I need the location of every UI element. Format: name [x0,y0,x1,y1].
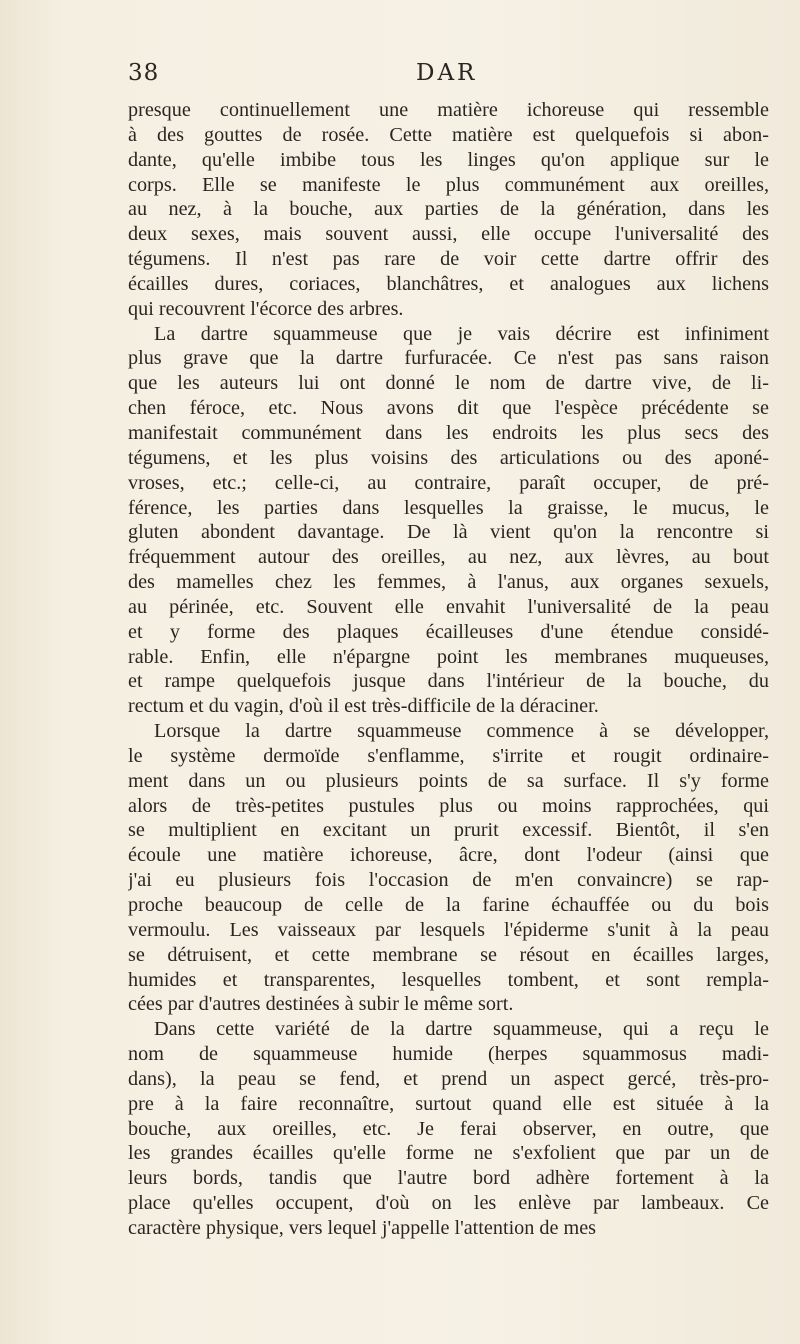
paragraph [128,98,769,322]
text-line: gluten abondent davantage. De là vient qu'on la rencontre si [128,521,769,544]
text-line: se détruisent, et cette membrane se résout en écailles larges, [128,943,769,966]
text-line: Dans cette variété de la dartre squammeuse, qui a reçu le [154,1018,769,1041]
text-line: au nez, à la bouche, aux parties de la génération, dans les [128,198,769,221]
page-number: 38 [128,60,160,86]
text-line: fréquemment autour des oreilles, au nez, aux lèvres, au bout [128,546,769,569]
text-line: tégumens, et les plus voisins des articulations ou des aponé- [128,446,769,469]
text-line: proche beaucoup de celle de la farine échauffée ou du bois [128,894,769,916]
text-line: manifestait communément dans les endroits les plus secs des [128,421,769,444]
text-line: La dartre squammeuse que je vais décrire est infiniment [154,322,769,345]
body-text [128,98,769,1241]
text-line: à des gouttes de rosée. Cette matière est quelquefois si abon- [128,123,769,146]
text-line: cées par d'autres destinées à subir le même sort. [128,993,514,1016]
text-line: que les auteurs lui ont donné le nom de dartre vive, de li- [128,372,769,395]
text-line: pre à la faire reconnaître, surtout quand elle est située à la [128,1092,769,1115]
text-line: humides et transparentes, lesquelles tombent, et sont rempla- [128,968,769,991]
text-line: des mamelles chez les femmes, à l'anus, aux organes sexuels, [128,571,769,594]
text-line: écoule une matière ichoreuse, âcre, dont l'odeur (ainsi que [128,844,769,867]
text-line: rectum et du vagin, d'où il est très-difficile de la déraciner. [128,695,599,718]
text-line: nom de squammeuse humide (herpes squammosus madi- [128,1043,769,1066]
running-head: DAR [416,60,478,86]
text-line: vroses, etc.; celle-ci, au contraire, paraît occuper, de pré- [128,471,769,494]
text-line: presque continuellement une matière ichoreuse qui ressemble [128,99,769,121]
text-line: férence, les parties dans lesquelles la graisse, le mucus, le [128,496,769,519]
paragraph [128,322,769,720]
text-line: rable. Enfin, elle n'épargne point les membranes muqueuses, [128,645,769,668]
text-line: tégumens. Il n'est pas rare de voir cette dartre offrir des [128,248,769,271]
text-line: place qu'elles occupent, d'où on les enlève par lambeaux. Ce [128,1192,769,1215]
paragraph [128,719,769,1017]
text-line: Lorsque la dartre squammeuse commence à se développer, [154,720,769,743]
text-line: j'ai eu plusieurs fois l'occasion de m'en convaincre) se rap- [128,869,769,892]
paragraph [128,1017,769,1241]
text-line: caractère physique, vers lequel j'appelle l'attention de mes [128,1216,597,1239]
text-line: les grandes écailles qu'elle forme ne s'exfolient que par un de [128,1142,769,1165]
page-header [128,60,768,96]
text-line: écailles dures, coriaces, blanchâtres, et analogues aux lichens [128,272,769,295]
text-line: leurs bords, tandis que l'autre bord adhère fortement à la [128,1167,769,1190]
text-line: dans), la peau se fend, et prend un aspect gercé, très-pro- [128,1067,769,1090]
text-line: dante, qu'elle imbibe tous les linges qu'on applique sur le [128,148,769,171]
text-line: alors de très-petites pustules plus ou moins rapprochées, qui [128,794,769,817]
text-line: se multiplient en excitant un prurit excessif. Bientôt, il s'en [128,819,769,842]
text-line: vermoulu. Les vaisseaux par lesquels l'épiderme s'unit à la peau [128,918,769,941]
text-line: corps. Elle se manifeste le plus communément aux oreilles, [128,173,769,196]
text-line: qui recouvrent l'écorce des arbres. [128,297,404,320]
text-line: le système dermoïde s'enflamme, s'irrite et rougit ordinaire- [128,744,769,767]
text-line: ment dans un ou plusieurs points de sa surface. Il s'y forme [128,769,769,792]
text-line: bouche, aux oreilles, etc. Je ferai observer, en outre, que [128,1117,769,1140]
text-line: deux sexes, mais souvent aussi, elle occupe l'universalité des [128,223,769,246]
text-line: plus grave que la dartre furfuracée. Ce n'est pas sans raison [128,347,769,370]
text-line: et y forme des plaques écailleuses d'une étendue considé- [128,620,769,643]
text-line: et rampe quelquefois jusque dans l'intérieur de la bouche, du [128,670,769,693]
text-line: au périnée, etc. Souvent elle envahit l'universalité de la peau [128,595,769,618]
text-line: chen féroce, etc. Nous avons dit que l'espèce précédente se [128,397,769,420]
